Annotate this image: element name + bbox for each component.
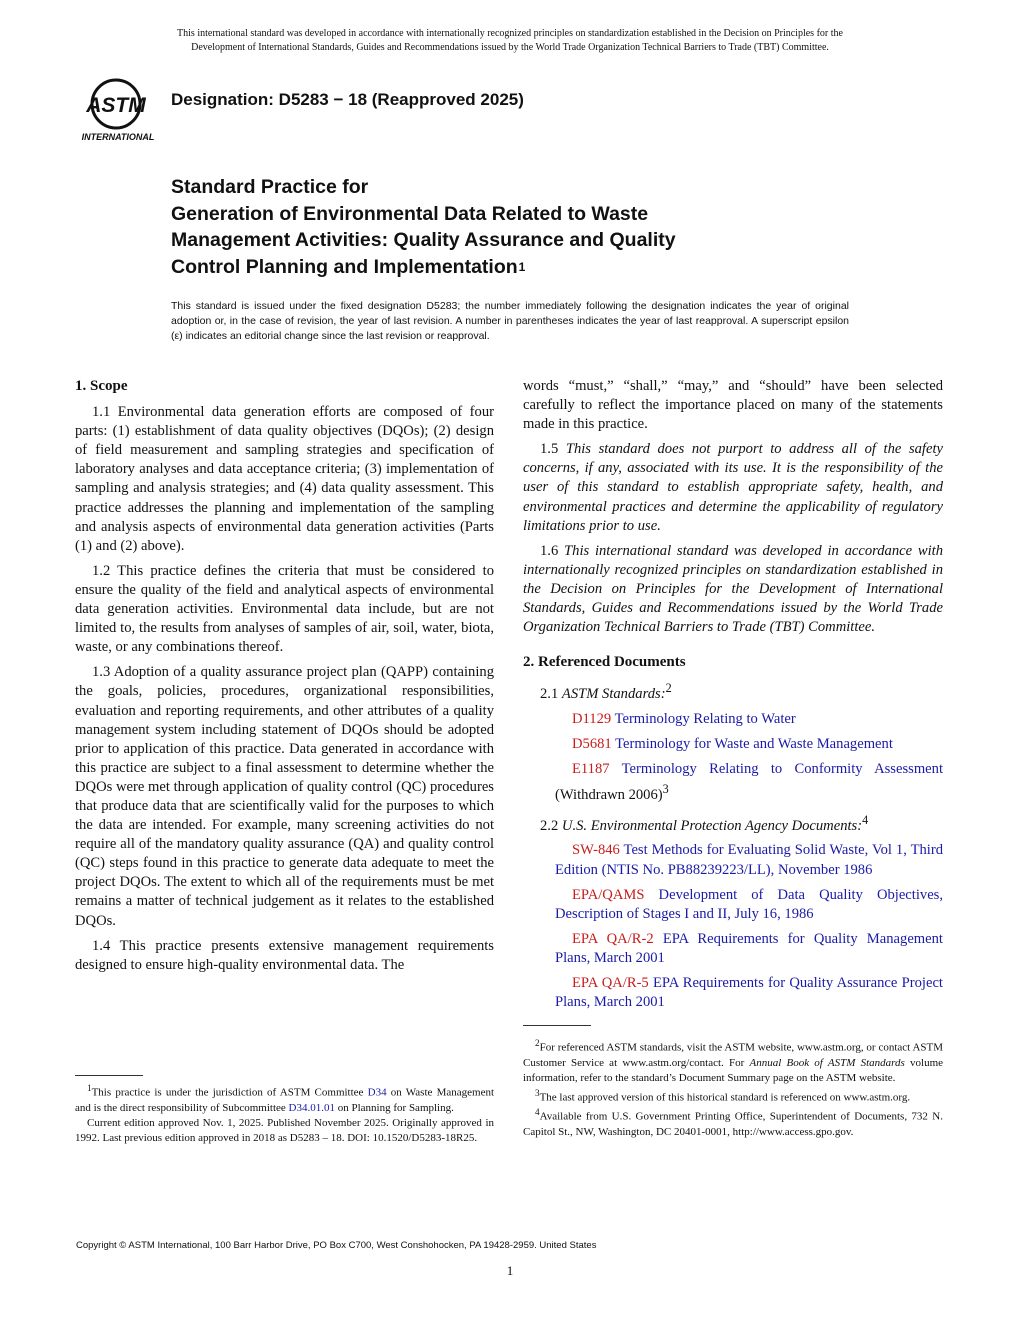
reference-title-link[interactable]: EPA Requirements for Quality Assurance Project Plans, March 2001 bbox=[555, 975, 943, 1011]
reference-title-link[interactable]: Terminology for Waste and Waste Management bbox=[615, 736, 893, 753]
reference-item bbox=[523, 974, 943, 1012]
epa-reference-list bbox=[523, 841, 943, 1012]
footnotes-left bbox=[75, 1081, 494, 1146]
logo-subtext: INTERNATIONAL bbox=[81, 132, 155, 142]
scope-1-4-continued: words “must,” “shall,” “may,” and “should” have been selected carefully to reflect the importance placed on many of the statements made in this practice. bbox=[523, 378, 943, 433]
reference-item bbox=[523, 930, 943, 968]
reference-note: (Withdrawn 2006) bbox=[555, 786, 663, 803]
reference-item bbox=[523, 760, 943, 804]
scope-1-6: 1.6 This international standard was developed in accordance with internationally recognized principles on standardization established in the Decision on Principles for the Development of International Standards, Guides and Recommendations issued by the World Trade Organization Technical Barriers to Trade (TBT) Committee. bbox=[523, 542, 944, 636]
title-footnote-mark: 1 bbox=[518, 259, 526, 274]
scope-1-2: 1.2 This practice defines the criteria that must be considered to ensure the quality of the field and analytical aspects of environmental data generation activities. Environmental data include, but are not limited to, the results from analyses of samples of air, soil, water, biota, waste, or any combinations thereof. bbox=[75, 562, 494, 656]
title-line1: Standard Practice for bbox=[171, 176, 369, 198]
referenced-documents-heading: 2. Referenced Documents bbox=[523, 654, 686, 671]
top-notice-line2: Development of International Standards, Guides and Recommendations issued by the World Trade Organization Technical Barriers to Trade (TBT) Committee. bbox=[191, 42, 829, 53]
astm-logo-mark bbox=[74, 76, 164, 144]
reference-footnote-mark: 3 bbox=[662, 781, 669, 796]
committee-d34-link[interactable]: D34 bbox=[367, 1086, 387, 1099]
scope-1-3: 1.3 Adoption of a quality assurance project plan (QAPP) containing the goals, policies, procedures, organizational responsibilities, evaluation and reporting requirements, and other attributes of a quality management system including statement of DQOs should be adopted prior to application of this practice. Data generated in accordance with this practice are subject to a final assessment to determine whether the DQOs were met through application of quality control (QC) procedures that produce data that are scientifically valid for the purposes to which the data are intended. For example, many screening activities do not require all of the mandatory quality assurance (QA) and quality control (QC) steps found in this practice to generate data adequate to meet the project DQOs. The extent to which all of the requirements must be met remains a matter of technical judgement as it relates to the established DQOs. bbox=[75, 664, 494, 929]
footnote-3: $^3$The last approved version of this historical standard is referenced on www.astm.org. bbox=[535, 1087, 911, 1104]
subcommittee-link[interactable]: D34.01.01 bbox=[288, 1101, 335, 1114]
reference-code-link[interactable]: SW-846 bbox=[572, 842, 620, 859]
scope-1-4: 1.4 This practice presents extensive management requirements designed to ensure high-quality environmental data. The bbox=[75, 937, 494, 973]
reference-item bbox=[523, 710, 943, 729]
reference-title-link[interactable]: Test Methods for Evaluating Solid Waste, Vol 1, Third Edition (NTIS No. PB88239223/LL), November 1986 bbox=[555, 842, 943, 878]
reference-title-link[interactable]: Development of Data Quality Objectives, Description of Stages I and II, July 16, 1986 bbox=[555, 886, 943, 922]
title-line3: Management Activities: Quality Assurance and Quality bbox=[171, 229, 676, 251]
reference-code-link[interactable]: EPA QA/R-2 bbox=[572, 930, 654, 947]
footnote-4: $^4$Available from U.S. Government Printing Office, Superintendent of Documents, 732 N. Capitol St., NW, Washington, DC 20401-0001, http://www.access.gpo.gov. bbox=[523, 1107, 943, 1138]
reference-title-link[interactable]: Terminology Relating to Conformity Assessment bbox=[621, 761, 944, 778]
title-line2: Generation of Environmental Data Related to Waste bbox=[171, 202, 649, 225]
title-line4: Control Planning and Implementation bbox=[171, 255, 518, 278]
footnote-1: $^1$This practice is under the jurisdiction of ASTM Committee D34 on Waste Management and is the direct responsibility of Subcommittee D34.01.01 on Planning for Sampling. bbox=[75, 1083, 495, 1114]
standard-notice: This standard is issued under the fixed designation D5283; the number immediately following the designation indicates the year of original adoption or, in the case of revision, the year of last revision. A number in parentheses indicates the year of last reapproval. A superscript epsilon (ε) indicates an editorial change since the last revision or reapproval. bbox=[171, 300, 849, 342]
reference-title-link[interactable]: Terminology Relating to Water bbox=[614, 711, 796, 728]
page-number: 1 bbox=[506, 1263, 514, 1278]
top-notice-line1: This international standard was developed in accordance with internationally recognized principles on standardization established in the Decision on Principles for the bbox=[177, 28, 843, 39]
reference-title-link[interactable]: EPA Requirements for Quality Management Plans, March 2001 bbox=[555, 930, 943, 966]
epa-documents-label: 2.2 U.S. Environmental Protection Agency Documents:$^4$ bbox=[540, 812, 869, 834]
reference-item bbox=[523, 886, 943, 924]
astm-reference-list bbox=[523, 710, 943, 804]
reference-item bbox=[523, 735, 943, 754]
reference-code-link[interactable]: EPA QA/R-5 bbox=[572, 975, 649, 992]
left-column bbox=[75, 377, 494, 981]
reference-code-link[interactable]: D1129 bbox=[572, 711, 612, 728]
designation: Designation: D5283 − 18 (Reapproved 2025) bbox=[171, 90, 524, 109]
footnote-divider-right bbox=[523, 1025, 591, 1026]
scope-1-5: 1.5 This standard does not purport to address all of the safety concerns, if any, associated with its use. It is the responsibility of the user of this standard to establish appropriate safety, health, and environmental practices and determine the applicability of regulatory limitations prior to use. bbox=[523, 441, 943, 534]
scope-heading: 1. Scope bbox=[75, 378, 128, 394]
reference-code-link[interactable]: D5681 bbox=[572, 736, 612, 753]
copyright: Copyright © ASTM International, 100 Barr Harbor Drive, PO Box C700, West Conshohocken, PA 19428-2959. United States bbox=[76, 1240, 597, 1251]
footnote-1-edition: Current edition approved Nov. 1, 2025. Published November 2025. Originally approved in 1992. Last previous edition approved in 2018 as D5283 – 18. DOI: 10.1520/D5283-18R25. bbox=[75, 1116, 494, 1144]
astm-logo bbox=[74, 76, 164, 144]
document-title bbox=[171, 174, 891, 282]
scope-1-1: 1.1 Environmental data generation efforts are composed of four parts: (1) establishment of data quality objectives (DQOs); (2) design of field measurement and sampling strategies and specification of laboratory analyses and data acceptance criteria; (3) implementation of sampling and analysis strategies; and (4) data quality assessment. This practice addresses the planning and implementation of the sampling and analysis aspects of environmental data generation activities (Parts (1) and (2) above). bbox=[75, 404, 494, 554]
logo-text: ASTM bbox=[86, 94, 146, 117]
right-column bbox=[523, 377, 943, 1018]
top-notice bbox=[76, 27, 944, 55]
footnotes-right bbox=[523, 1036, 943, 1140]
astm-standards-label: 2.1 ASTM Standards:$^2$ bbox=[540, 681, 672, 703]
reference-code-link[interactable]: E1187 bbox=[572, 761, 610, 778]
reference-code-link[interactable]: EPA/QAMS bbox=[572, 886, 645, 903]
footnote-divider-left bbox=[75, 1075, 143, 1076]
reference-item bbox=[523, 841, 943, 879]
footnote-2: $^2$For referenced ASTM standards, visit the ASTM website, www.astm.org, or contact ASTM Customer Service at www.astm.org/contact. For Annual Book of ASTM Standards volume information, refer to the standard’s Document Summary page on the ASTM website. bbox=[523, 1038, 944, 1084]
